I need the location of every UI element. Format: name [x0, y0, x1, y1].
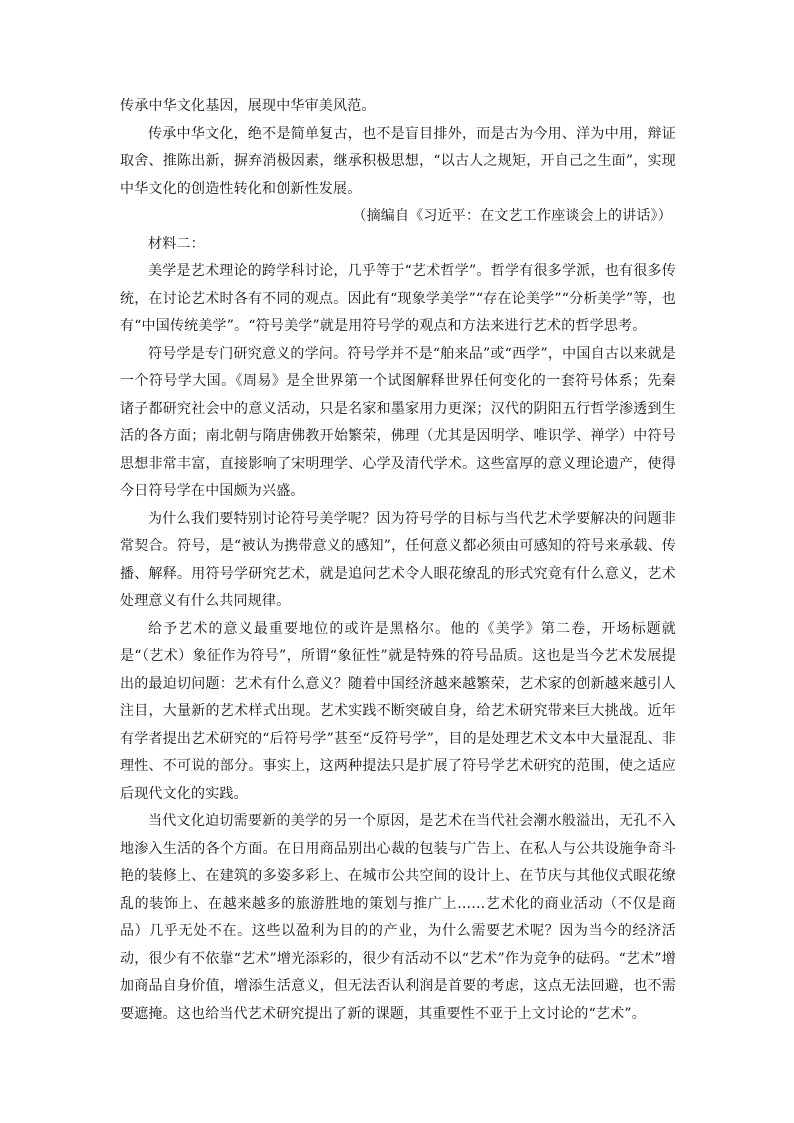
paragraph-closing-line: 传承中华文化基因，展现中华审美风范。	[120, 98, 376, 114]
source-citation: （摘编自《习近平：在文艺工作座谈会上的讲话》）	[352, 208, 672, 224]
document-page	[120, 93, 676, 1028]
paragraph-semiotics: 符号学是专门研究意义的学问。符号学并不是“舶来品”或“西学”，中国自古以来就是一个符号学大国。《周易》是全世界第一个试图解释世界任何变化的一套符号体系；先秦诸子都研究社会中的意义活动，只是名家和墨家用力更深；汉代的阴阳五行哲学渗透到生活的各方面；南北朝与隋唐佛教开始繁荣，佛理（尤其是因明学、唯识学、禅学）中符号思想非常丰富，直接影响了宋明理学、心学及清代学术。这些富厚的意义理论遗产，使得今日符号学在中国颇为兴盛。	[120, 345, 676, 499]
paragraph-contemporary-culture: 当代文化迫切需要新的美学的另一个原因，是艺术在当代社会潮水般溢出，无孔不入地渗入生活的各个方面。在日用商品别出心裁的包装与广告上、在私人与公共设施争奇斗艳的装修上、在建筑的多姿多彩上、在城市公共空间的设计上、在节庆与其他仪式眼花缭乱的装饰上、在越来越多的旅游胜地的策划与推广上……艺术化的商业活动（不仅是商品）几乎无处不在。这些以盈利为目的的产业，为什么需要艺术呢？因为当今的经济活动，很少有不依靠“艺术”增光添彩的，很少有活动不以“艺术”作为竞争的砝码。“艺术”增加商品自身价值，增添生活意义，但无法否认利润是首要的考虑，这点无法回避，也不需要遮掩。这也给当代艺术研究提出了新的课题，其重要性不亚于上文讨论的“艺术”。	[120, 813, 676, 1022]
paragraph-why-semiotic-aesthetics: 为什么我们要特别讨论符号美学呢？因为符号学的目标与当代艺术学要解决的问题非常契合。符号，是“被认为携带意义的感知”，任何意义都必须由可感知的符号来承载、传播、解释。用符号学研究艺术，就是追问艺术令人眼花缭乱的形式究竟有什么意义，艺术处理意义有什么共同规律。	[120, 510, 676, 609]
section-heading-material-two: 材料二：	[148, 235, 205, 252]
paragraph-hegel: 给予艺术的意义最重要地位的或许是黑格尔。他的《美学》第二卷，开场标题就是“（艺术）象征作为符号”，所谓“象征性”就是特殊的符号品质。这也是当今艺术发展提出的最迫切问题：艺术有什么意义？随着中国经济越来越繁荣，艺术家的创新越来越引人注目，大量新的艺术样式出现。艺术实践不断突破自身，给艺术研究带来巨大挑战。近年有学者提出艺术研究的“后符号学”甚至“反符号学”，目的是处理艺术文本中大量混乱、非理性、不可说的部分。事实上，这两种提法只是扩展了符号学艺术研究的范围，使之适应后现代文化的实践。	[120, 620, 676, 802]
paragraph-inheritance: 传承中华文化，绝不是简单复古，也不是盲目排外，而是古为今用、洋为中用，辩证取舍、推陈出新，摒弃消极因素，继承积极思想，“以古人之规矩，开自己之生面”，实现中华文化的创造性转化和创新性发展。	[120, 125, 676, 197]
paragraph-aesthetics: 美学是艺术理论的跨学科讨论，几乎等于“艺术哲学”。哲学有很多学派，也有很多传统，在讨论艺术时各有不同的观点。因此有“现象学美学”“存在论美学”“分析美学”等，也有“中国传统美学”。“符号美学”就是用符号学的观点和方法来进行艺术的哲学思考。	[120, 263, 676, 334]
